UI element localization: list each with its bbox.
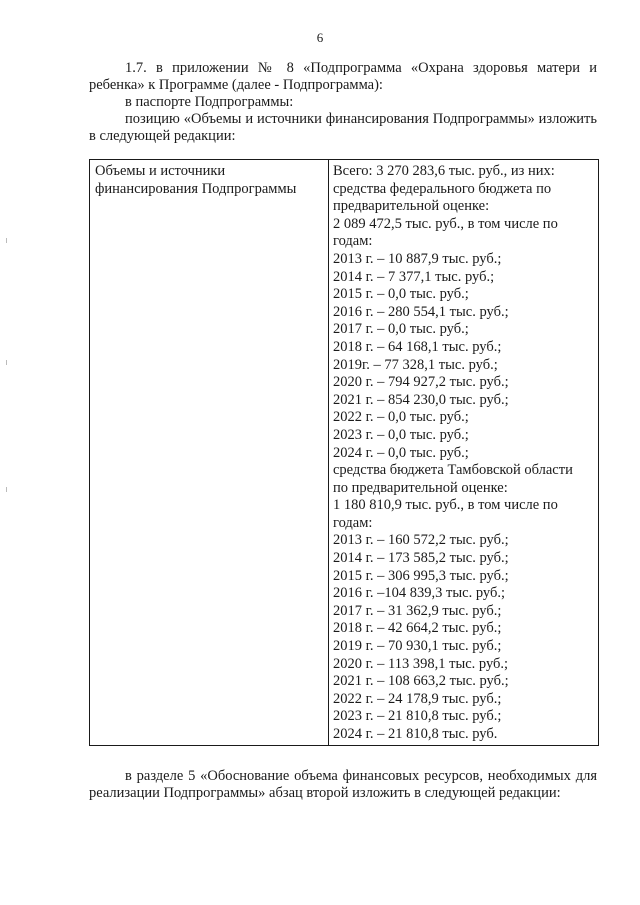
- table-right-line: 2022 г. – 24 178,9 тыс. руб.;: [333, 690, 502, 707]
- table-right-line: по предварительной оценке:: [333, 479, 508, 496]
- table-right-line: 2022 г. – 0,0 тыс. руб.;: [333, 409, 469, 426]
- table-right-line: 1 180 810,9 тыс. руб., в том числе по: [333, 497, 558, 514]
- intro-section: [89, 60, 597, 145]
- table-right-line: 2023 г. – 21 810,8 тыс. руб.;: [333, 708, 502, 725]
- table-right-line: 2017 г. – 0,0 тыс. руб.;: [333, 321, 469, 338]
- table-right-line: 2014 г. – 7 377,1 тыс. руб.;: [333, 268, 495, 285]
- table-right-line: 2019г. – 77 328,1 тыс. руб.;: [333, 356, 498, 373]
- table-right-line: годам:: [333, 514, 373, 531]
- table-right-line: 2015 г. – 0,0 тыс. руб.;: [333, 286, 469, 303]
- table-right-line: средства бюджета Тамбовской области: [333, 462, 573, 479]
- intro-paragraph-3: позицию «Объемы и источники финансирования Подпрограммы» изложить в следующей редакции:: [89, 111, 597, 144]
- table-right-line: 2013 г. – 10 887,9 тыс. руб.;: [333, 250, 502, 267]
- table-right-line: 2018 г. – 42 664,2 тыс. руб.;: [333, 620, 502, 637]
- financing-table: [89, 159, 599, 746]
- table-right-line: годам:: [333, 233, 373, 250]
- table-right-line: 2 089 472,5 тыс. руб., в том числе по: [333, 215, 558, 232]
- table-right-line: 2015 г. – 306 995,3 тыс. руб.;: [333, 567, 509, 584]
- table-right-line: 2020 г. – 113 398,1 тыс. руб.;: [333, 655, 509, 672]
- table-right-line: 2019 г. – 70 930,1 тыс. руб.;: [333, 638, 502, 655]
- outro-section: [89, 768, 597, 802]
- table-right-line: 2023 г. – 0,0 тыс. руб.;: [333, 426, 469, 443]
- table-right-line: Всего: 3 270 283,6 тыс. руб., из них:: [333, 163, 555, 179]
- outro-paragraph-1: в разделе 5 «Обоснование объема финансовых ресурсов, необходимых для реализации Подпрограммы» абзац второй изложить в следующей редакции:: [89, 768, 597, 801]
- table-right-line: 2017 г. – 31 362,9 тыс. руб.;: [333, 602, 502, 619]
- table-right-line: 2013 г. – 160 572,2 тыс. руб.;: [333, 532, 509, 549]
- intro-paragraph-1: 1.7. в приложении № 8 «Подпрограмма «Охрана здоровья матери и ребенка» к Программе (далее - Подпрограмма):: [89, 60, 597, 93]
- table-right-line: 2021 г. – 108 663,2 тыс. руб.;: [333, 673, 509, 690]
- table-right-line: 2016 г. –104 839,3 тыс. руб.;: [333, 585, 505, 602]
- table-right-line: предварительной оценке:: [333, 198, 490, 215]
- scan-margin-mark: [6, 238, 7, 243]
- page-number: 6: [316, 30, 324, 45]
- scan-margin-mark: [6, 360, 7, 365]
- table-right-line: 2018 г. – 64 168,1 тыс. руб.;: [333, 338, 502, 355]
- table-right-line: средства федерального бюджета по: [333, 180, 552, 197]
- table-right-line: 2020 г. – 794 927,2 тыс. руб.;: [333, 374, 509, 391]
- intro-paragraph-2: в паспорте Подпрограммы:: [125, 94, 294, 110]
- table-right-line: 2014 г. – 173 585,2 тыс. руб.;: [333, 550, 509, 567]
- table-right-line: 2016 г. – 280 554,1 тыс. руб.;: [333, 303, 509, 320]
- table-right-line: 2024 г. – 0,0 тыс. руб.;: [333, 444, 469, 461]
- scan-margin-mark: [6, 487, 7, 492]
- table-column-divider: [328, 160, 329, 745]
- table-right-line: 2021 г. – 854 230,0 тыс. руб.;: [333, 391, 509, 408]
- table-right-cell: [333, 163, 595, 744]
- table-left-cell: Объемы и источники финансирования Подпрограммы: [95, 163, 297, 197]
- table-right-line: 2024 г. – 21 810,8 тыс. руб.: [333, 726, 498, 742]
